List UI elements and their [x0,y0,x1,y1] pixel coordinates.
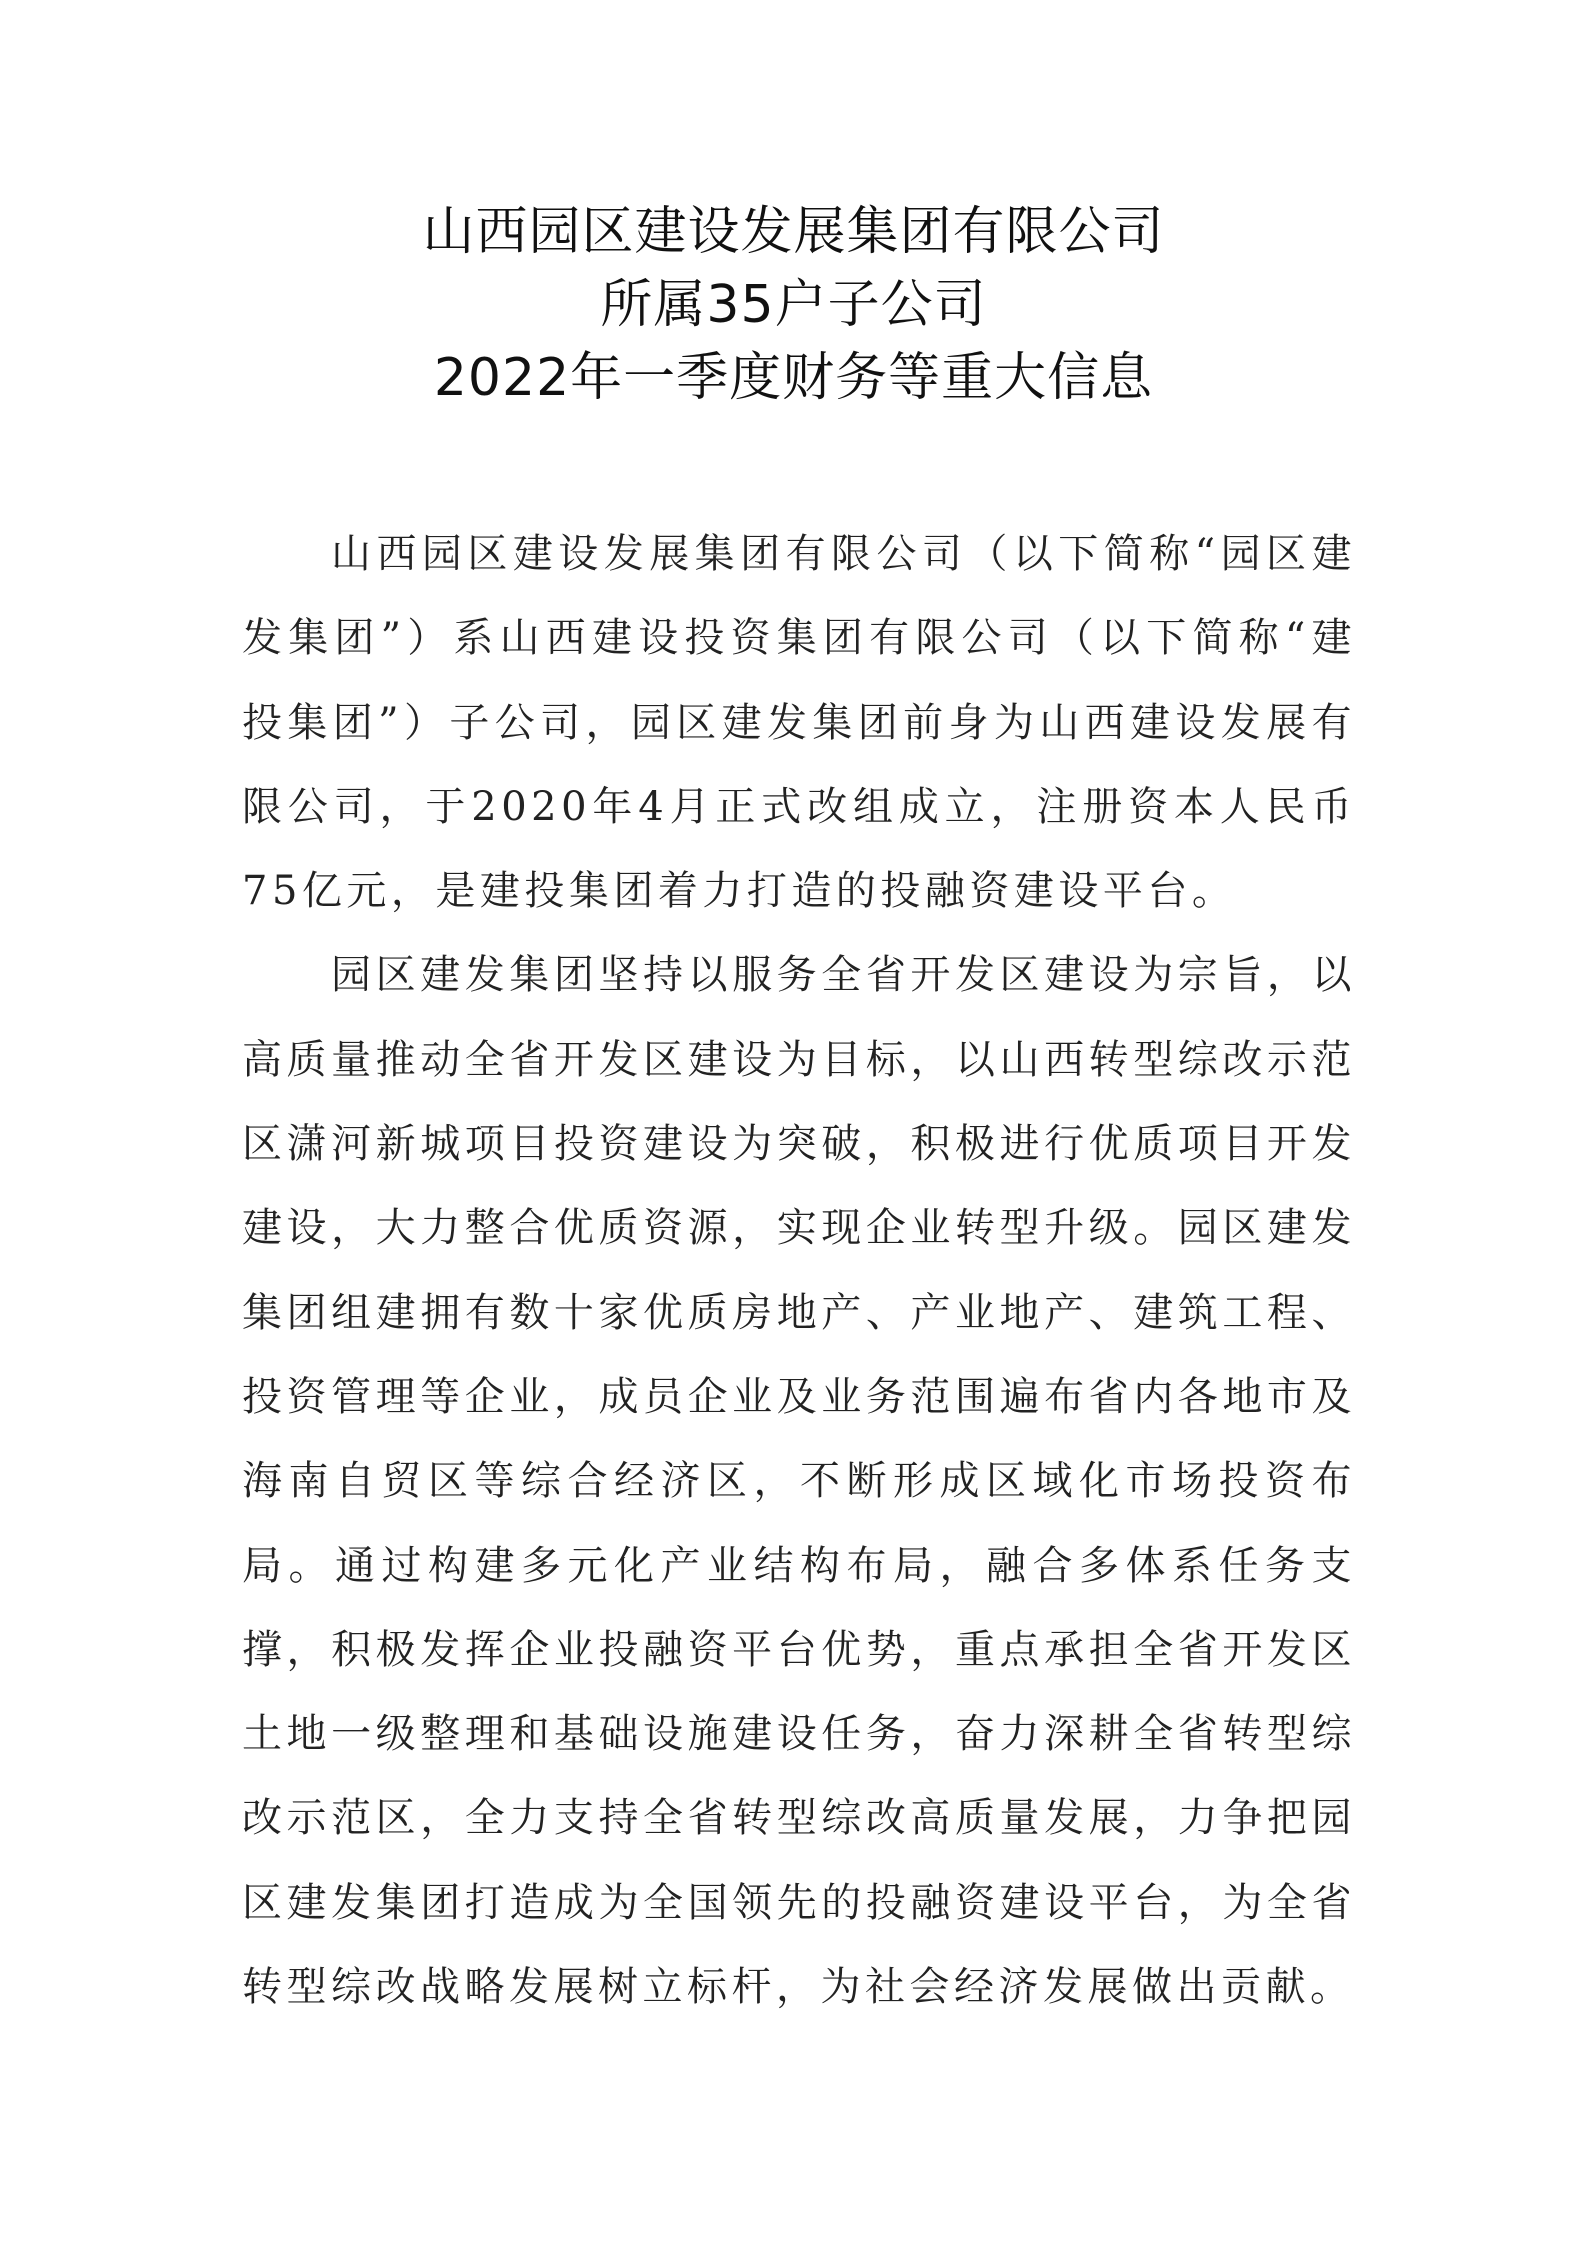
title-line-subsidiaries: 所属35户子公司 [600,275,987,335]
document-title [0,196,1587,415]
paragraph-company-mission: 园区建发集团坚持以服务全省开发区建设为宗旨，以高质量推动全省开发区建设为目标，以山西转型综改示范区潇河新城项目投资建设为突破，积极进行优质项目开发建设，大力整合优质资源，实现企业转型升级。园区建发集团组建拥有数十家优质房地产、产业地产、建筑工程、投资管理等企业，成员企业及业务范围遍布省内各地市及海南自贸区等综合经济区，不断形成区域化市场投资布局。通过构建多元化产业结构布局，融合多体系任务支撑，积极发挥企业投融资平台优势，重点承担全省开发区土地一级整理和基础设施建设任务，奋力深耕全省转型综改示范区，全力支持全省转型综改高质量发展，力争把园区建发集团打造成为全国领先的投融资建设平台，为全省转型综改战略发展树立标杆，为社会经济发展做出贡献。 [242,952,1356,2011]
document-body [242,512,1356,2029]
title-line-company: 山西园区建设发展集团有限公司 [422,202,1165,262]
paragraph-company-intro: 山西园区建设发展集团有限公司（以下简称“园区建发集团”）系山西建设投资集团有限公司（以下简称“建投集团”）子公司，园区建发集团前身为山西建设发展有限公司，于2020年4月正式改组成立，注册资本人民币75亿元，是建投集团着力打造的投融资建设平台。 [242,531,1356,915]
title-line-report-period: 2022年一季度财务等重大信息 [433,348,1154,408]
